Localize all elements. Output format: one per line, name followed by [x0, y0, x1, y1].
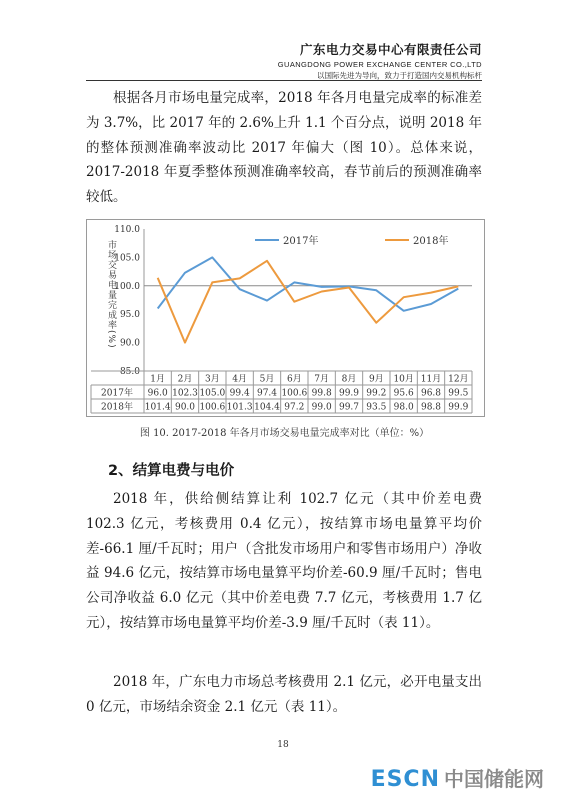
- table-cell-value: 96.0: [147, 388, 168, 399]
- y-tick-label: 110.0: [114, 225, 140, 235]
- figure-caption: 图 10. 2017-2018 年各月市场交易电量完成率对比（单位：%）: [139, 428, 430, 439]
- table-cell-value: 99.4: [229, 388, 250, 399]
- y-tick-label: 90.0: [119, 338, 140, 349]
- x-category-label: 12月: [448, 374, 469, 385]
- x-category-label: 5月: [259, 374, 275, 385]
- x-category-label: 6月: [286, 374, 302, 385]
- paragraph-settlement: 2018 年，供给侧结算让利 102.7 亿元（其中价差电费 102.3 亿元，考核费用 0.4 亿元），按结算市场电量算平均价差-66.1 厘/千瓦时；用户（含批发市场用户和零售市场用户）净收益 94.6 亿元，按结算市场电量算平均价差-60.9 厘/千瓦时；售电公司净收益 6.0 亿元（其中价差电费 7.7 亿元，考核费用 1.7 亿元），按结算市场电量算平均价差-3.9 厘/千瓦时（表 11）。: [86, 491, 482, 631]
- header-divider: [86, 80, 482, 81]
- x-category-label: 3月: [204, 374, 220, 385]
- table-cell-value: 99.9: [448, 402, 469, 413]
- section-title: 2、结算电费与电价: [108, 463, 235, 479]
- chart-figure-10: [86, 219, 485, 417]
- table-cell-value: 105.0: [199, 388, 226, 399]
- page-number: 18: [277, 740, 289, 750]
- paragraph-assessment-fees: 2018 年，广东电力市场总考核费用 2.1 亿元，必开电量支出 0 亿元，市场结余资金 2.1 亿元（表 11）。: [86, 674, 482, 715]
- y-tick-label: 85.0: [119, 367, 140, 377]
- table-cell-value: 97.2: [284, 402, 305, 413]
- company-slogan: 以国际先进为导向，致力于打造国内交易机构标杆: [317, 71, 482, 80]
- table-cell-value: 100.6: [199, 402, 226, 413]
- table-cell-value: 99.2: [366, 388, 387, 399]
- document-header: [278, 40, 482, 81]
- y-tick-label: 95.0: [119, 310, 140, 321]
- table-cell-value: 104.4: [254, 402, 280, 413]
- x-category-label: 10月: [393, 374, 414, 385]
- table-cell-value: 98.8: [420, 402, 442, 413]
- x-category-label: 11月: [420, 374, 442, 385]
- watermark-text: 中国储能网: [444, 767, 544, 791]
- table-cell-value: 99.8: [311, 388, 332, 399]
- company-name-en: GUANGDONG POWER EXCHANGE CENTER CO.,LTD: [277, 60, 482, 69]
- paragraph-completion-rate: 根据各月市场电量完成率，2018 年各月电量完成率的标准差为 3.7%，比 2017 年的 2.6%上升 1.1 个百分点，说明 2018 年的整体预测准确率波动比 2017 年偏大（图 10）。总体来说，2017-2018 年夏季整体预测准确率较高，春节前后的预测准确率较低。: [86, 90, 482, 206]
- table-cell-value: 99.0: [311, 402, 332, 413]
- table-cell-value: 98.0: [393, 402, 414, 413]
- watermark-logo: [371, 763, 544, 792]
- x-category-label: 7月: [314, 374, 330, 385]
- y-tick-label: 100.0: [114, 281, 140, 292]
- x-category-label: 2月: [177, 374, 193, 385]
- company-name-cn: 广东电力交易中心有限责任公司: [299, 42, 482, 57]
- legend-label-1: 2018年: [413, 236, 449, 247]
- x-category-label: 9月: [368, 374, 384, 385]
- table-row-label: 2017年: [101, 388, 133, 399]
- table-cell-value: 101.3: [226, 402, 253, 413]
- table-cell-value: 97.4: [256, 388, 278, 399]
- x-category-label: 4月: [232, 374, 248, 385]
- table-cell-value: 100.6: [281, 388, 308, 399]
- table-cell-value: 90.0: [174, 402, 196, 413]
- table-cell-value: 99.9: [338, 388, 360, 399]
- table-cell-value: 99.7: [338, 402, 360, 413]
- line-chart-svg: [87, 220, 484, 416]
- legend-label-0: 2017年: [283, 236, 319, 247]
- y-axis-label: 市场交易电量完成率(%): [106, 240, 116, 349]
- y-tick-label: 105.0: [114, 253, 140, 264]
- x-category-label: 1月: [150, 374, 166, 385]
- table-cell-value: 93.5: [366, 402, 387, 413]
- table-cell-value: 96.8: [420, 388, 442, 399]
- table-cell-value: 101.4: [144, 402, 171, 413]
- table-row-label: 2018年: [101, 402, 133, 413]
- series-line-1: [158, 261, 459, 343]
- table-cell-value: 95.6: [393, 388, 414, 399]
- x-category-label: 8月: [341, 374, 357, 385]
- table-cell-value: 99.5: [448, 388, 469, 399]
- table-cell-value: 102.3: [172, 388, 198, 399]
- watermark-brand: ESCN: [370, 767, 440, 792]
